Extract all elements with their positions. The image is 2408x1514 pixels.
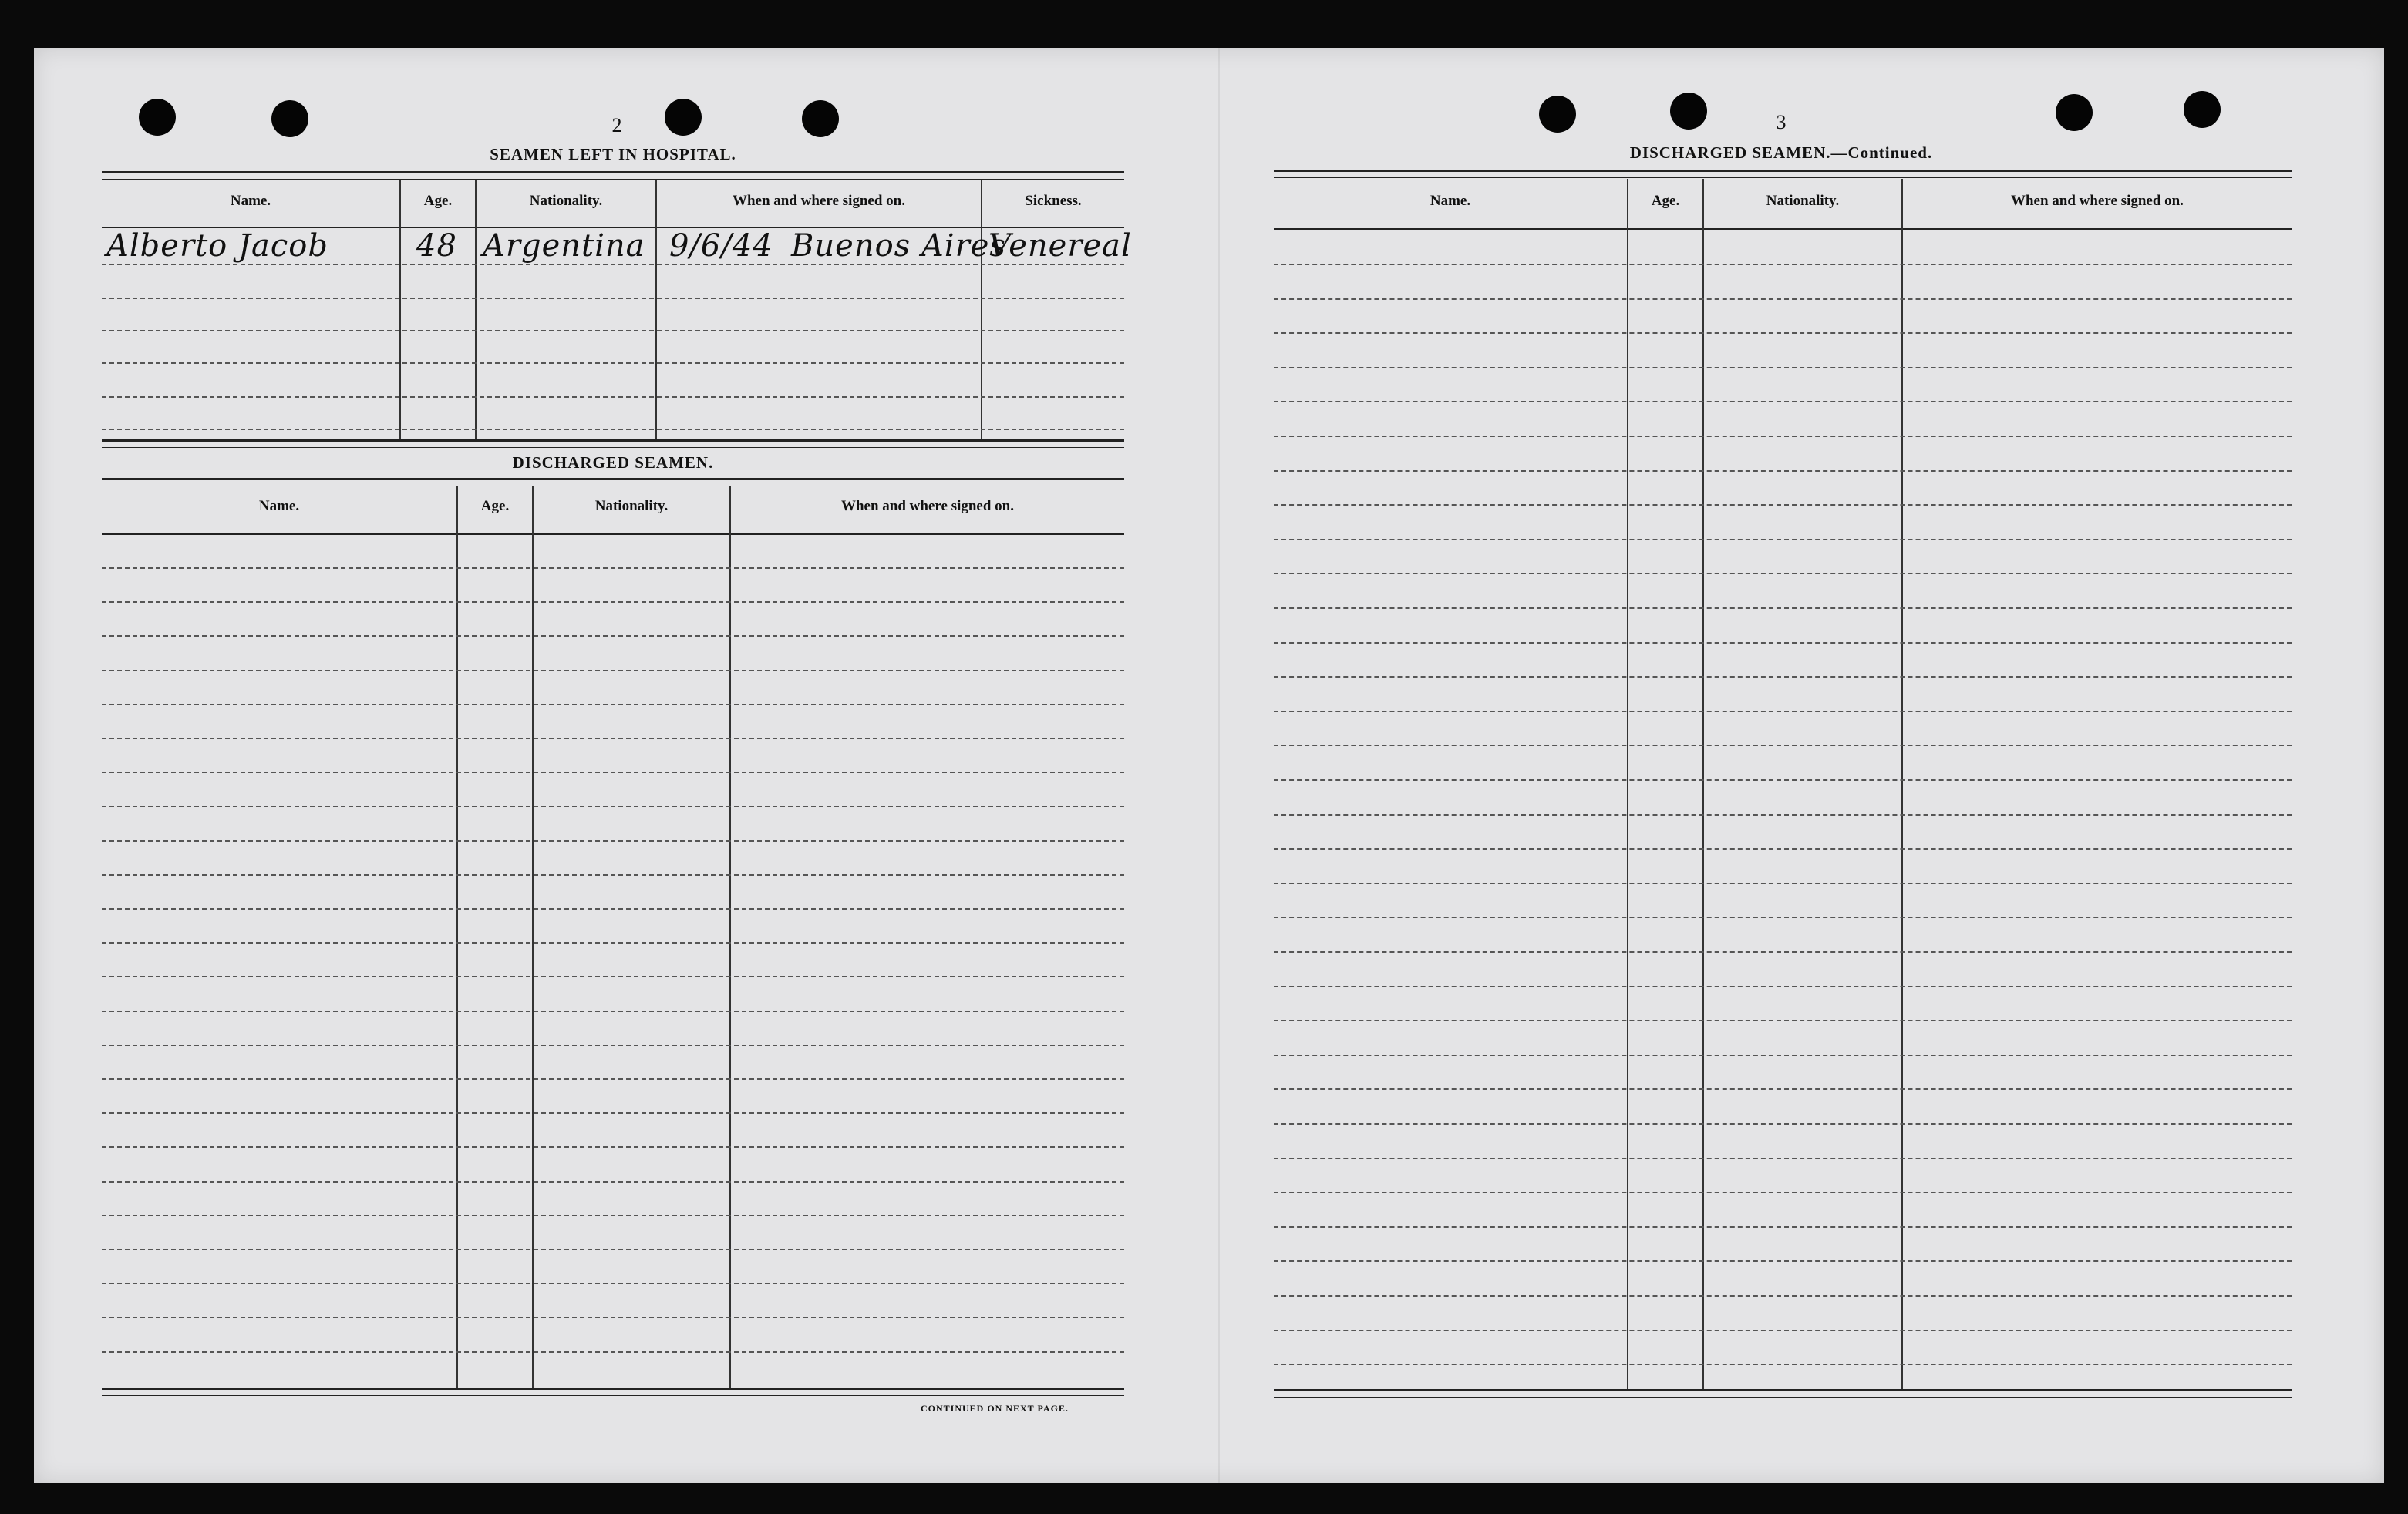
col-head-name: Name.: [1430, 193, 1471, 209]
column-divider: [399, 180, 401, 442]
continued-note: CONTINUED ON NEXT PAGE.: [921, 1403, 1069, 1414]
row-line: [1274, 779, 2292, 781]
row-line: [1274, 504, 2292, 506]
row-line: [1274, 607, 2292, 609]
col-head-signed-on: When and where signed on.: [732, 193, 905, 209]
row-line: [1274, 1088, 2292, 1090]
row-line: [102, 1011, 1124, 1012]
handwritten-name: Alberto Jacob: [106, 228, 328, 264]
handwritten-date: 9/6/44: [669, 228, 773, 264]
row-line: [102, 772, 1124, 773]
row-line: [102, 264, 1124, 265]
column-divider: [532, 486, 534, 1389]
row-line: [102, 1112, 1124, 1114]
table-bottom-rule: [102, 1388, 1124, 1396]
handwritten-place: Buenos Aires: [791, 228, 1006, 264]
col-head-signed-on: When and where signed on.: [2010, 193, 2184, 209]
row-line: [1274, 848, 2292, 850]
row-line: [102, 738, 1124, 739]
punch-hole: [2184, 91, 2221, 128]
column-divider: [1702, 179, 1704, 1391]
col-head-name: Name.: [258, 498, 300, 514]
row-line: [102, 1249, 1124, 1250]
row-line: [102, 1078, 1124, 1080]
punch-hole: [802, 100, 839, 137]
row-line: [1274, 1055, 2292, 1056]
column-divider: [456, 486, 458, 1389]
col-head-age: Age.: [423, 193, 453, 209]
discharged-continued-title: DISCHARGED SEAMEN.—Continued.: [1629, 143, 1933, 162]
row-line: [1274, 573, 2292, 574]
row-line: [102, 601, 1124, 603]
header-rule: [102, 533, 1124, 535]
row-line: [102, 1146, 1124, 1148]
punch-hole: [2056, 94, 2093, 131]
row-line: [102, 396, 1124, 398]
row-line: [102, 1215, 1124, 1216]
row-line: [1274, 1123, 2292, 1125]
handwritten-age: 48: [416, 228, 457, 264]
row-line: [1274, 642, 2292, 644]
row-line: [102, 1181, 1124, 1183]
column-divider: [475, 180, 477, 442]
row-line: [102, 942, 1124, 944]
row-line: [1274, 436, 2292, 437]
row-line: [1274, 1158, 2292, 1159]
row-line: [1274, 539, 2292, 540]
col-head-age: Age.: [480, 498, 510, 514]
section-divider-rule: [102, 439, 1124, 448]
row-line: [102, 976, 1124, 977]
handwritten-nationality: Argentina: [483, 228, 645, 264]
punch-hole: [665, 99, 702, 136]
col-head-nationality: Nationality.: [594, 498, 669, 514]
handwritten-sickness: Venereal: [988, 228, 1132, 264]
row-line: [1274, 264, 2292, 265]
row-line: [102, 874, 1124, 876]
row-line: [1274, 814, 2292, 816]
row-line: [102, 330, 1124, 331]
discharged-section-title: DISCHARGED SEAMEN.: [512, 453, 714, 472]
col-head-sickness: Sickness.: [1025, 193, 1082, 209]
row-line: [1274, 951, 2292, 953]
row-line: [102, 567, 1124, 569]
punch-hole: [1539, 96, 1576, 133]
hospital-section-title: SEAMEN LEFT IN HOSPITAL.: [490, 145, 736, 163]
row-line: [102, 362, 1124, 364]
row-line: [102, 704, 1124, 705]
row-line: [102, 670, 1124, 671]
column-divider: [1901, 179, 1903, 1391]
table-top-rule: [1274, 170, 2292, 178]
row-line: [102, 840, 1124, 842]
column-divider: [981, 180, 982, 442]
table-top-rule: [102, 478, 1124, 486]
page-number-left: 2: [611, 114, 622, 136]
row-line: [1274, 1364, 2292, 1365]
row-line: [1274, 1260, 2292, 1262]
row-line: [102, 1045, 1124, 1046]
punch-hole: [271, 100, 308, 137]
row-line: [102, 298, 1124, 299]
row-line: [1274, 298, 2292, 300]
row-line: [102, 908, 1124, 910]
row-line: [102, 1317, 1124, 1318]
row-line: [102, 1351, 1124, 1353]
col-head-nationality: Nationality.: [529, 193, 603, 209]
row-line: [1274, 1295, 2292, 1297]
row-line: [1274, 367, 2292, 368]
row-line: [102, 1283, 1124, 1284]
row-line: [1274, 1226, 2292, 1228]
table-bottom-rule: [1274, 1389, 2292, 1398]
column-divider: [1627, 179, 1628, 1391]
row-line: [1274, 470, 2292, 472]
col-head-age: Age.: [1651, 193, 1680, 209]
column-divider: [729, 486, 731, 1389]
col-head-signed-on: When and where signed on.: [840, 498, 1014, 514]
punch-hole: [1670, 93, 1707, 130]
row-line: [1274, 1330, 2292, 1331]
col-head-name: Name.: [230, 193, 271, 209]
row-line: [1274, 401, 2292, 402]
col-head-nationality: Nationality.: [1766, 193, 1840, 209]
row-line: [102, 806, 1124, 807]
row-line: [1274, 986, 2292, 987]
row-line: [1274, 1020, 2292, 1021]
column-divider: [655, 180, 657, 442]
row-line: [1274, 745, 2292, 746]
page-number-right: 3: [1776, 111, 1787, 133]
row-line: [1274, 711, 2292, 712]
header-rule: [1274, 228, 2292, 230]
row-line: [1274, 1192, 2292, 1193]
row-line: [1274, 883, 2292, 884]
row-line: [102, 635, 1124, 637]
row-line: [1274, 676, 2292, 678]
row-line: [1274, 332, 2292, 334]
punch-hole: [139, 99, 176, 136]
row-line: [102, 429, 1124, 430]
page-fold: [1218, 48, 1220, 1483]
table-top-rule: [102, 171, 1124, 180]
row-line: [1274, 917, 2292, 918]
